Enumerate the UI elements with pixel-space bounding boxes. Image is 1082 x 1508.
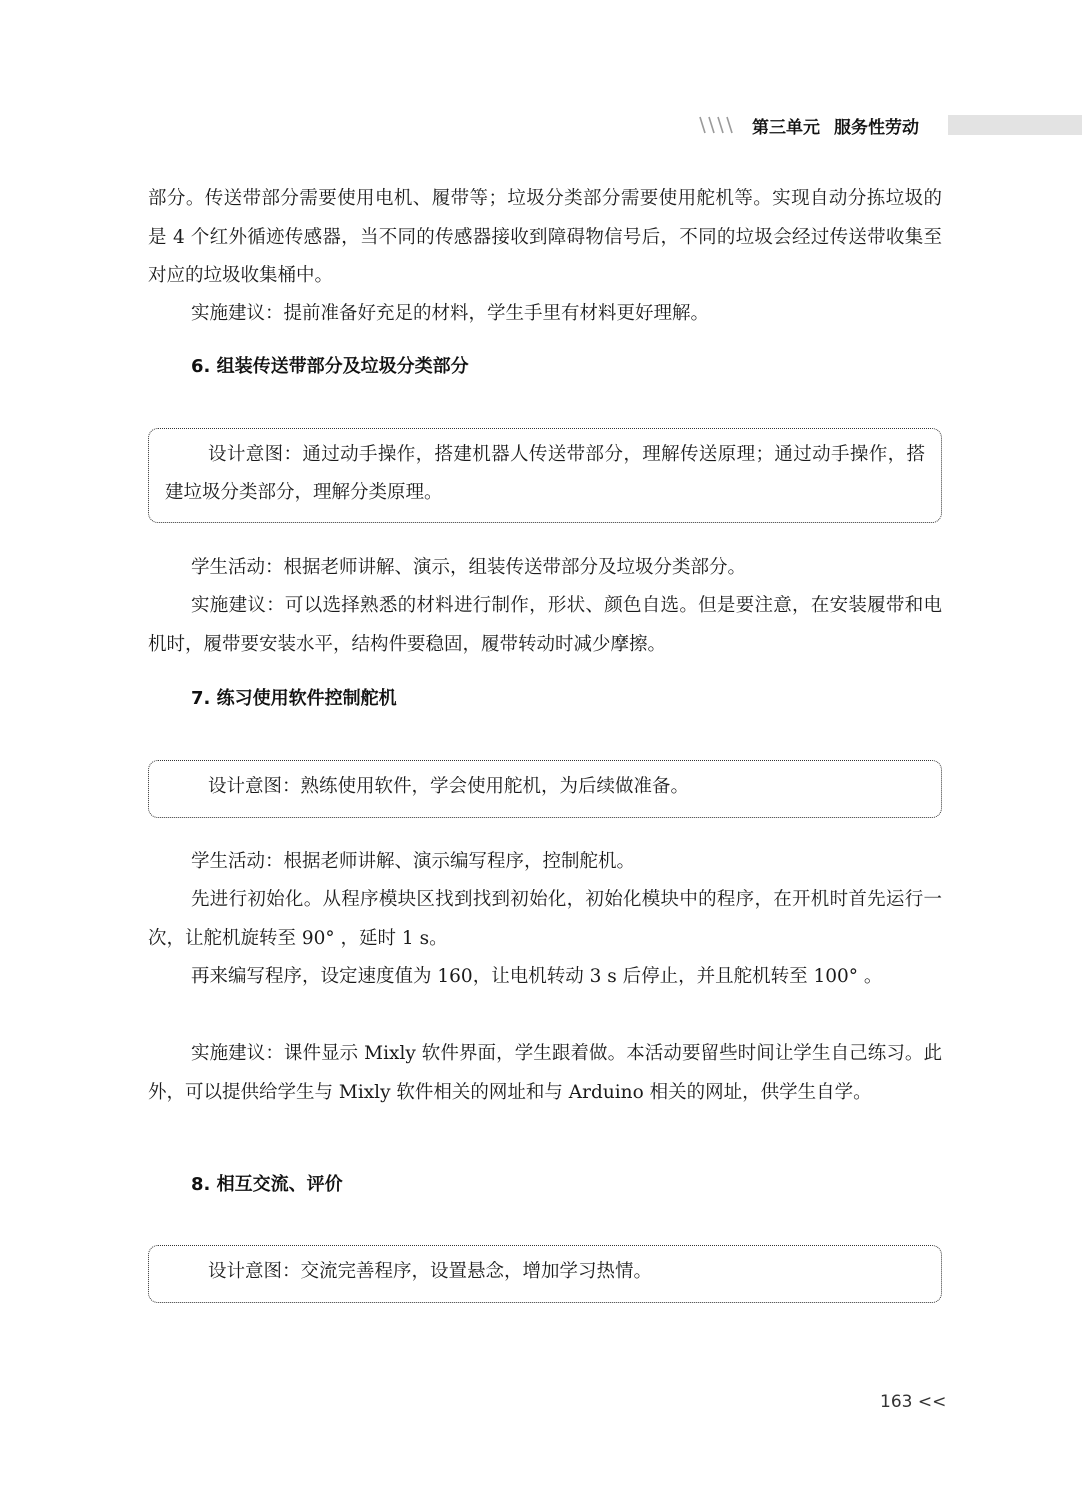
paragraph-suggestion-6: 实施建议：可以选择熟悉的材料进行制作，形状、颜色自选。但是要注意，在安装履带和电机时，履带要安装水平，结构件要稳固，履带转动时减少摩擦。 (148, 595, 942, 655)
design-intent-text-7: 设计意图：熟练使用软件，学会使用舵机，为后续做准备。 (208, 776, 690, 797)
design-intent-box-8 (148, 1245, 942, 1303)
design-intent-box-6 (148, 428, 942, 523)
section-heading-8: 8. 相互交流、评价 (191, 1174, 343, 1195)
chapter-title (752, 113, 919, 138)
paragraph-intro: 部分。传送带部分需要使用电机、履带等；垃圾分类部分需要使用舵机等。实现自动分拣垃圾的是 4 个红外循迹传感器，当不同的传感器接收到障碍物信号后，不同的垃圾会经过传送带收集至对应的垃圾收集桶中。 (148, 188, 942, 286)
unit-title: 服务性劳动 (834, 118, 919, 138)
running-header (0, 112, 1082, 138)
unit-label: 第三单元 (752, 118, 820, 138)
hatch-marks-icon (698, 116, 738, 134)
section-heading-7: 7. 练习使用软件控制舵机 (191, 688, 397, 709)
paragraph-suggestion-1: 实施建议：提前准备好充足的材料，学生手里有材料更好理解。 (191, 303, 710, 324)
paragraph-activity-7: 学生活动：根据老师讲解、演示编写程序，控制舵机。 (191, 851, 636, 872)
header-bar (948, 115, 1082, 135)
paragraph-init: 先进行初始化。从程序模块区找到找到初始化，初始化模块中的程序，在开机时首先运行一次，让舵机旋转至 90° ，延时 1 s。 (148, 889, 942, 949)
section-heading-6: 6. 组装传送带部分及垃圾分类部分 (191, 356, 469, 377)
design-intent-text-8: 设计意图：交流完善程序，设置悬念，增加学习热情。 (208, 1261, 653, 1282)
page-number: 163 << (880, 1392, 947, 1412)
paragraph-activity-6: 学生活动：根据老师讲解、演示，组装传送带部分及垃圾分类部分。 (191, 557, 747, 578)
paragraph-program: 再来编写程序，设定速度值为 160，让电机转动 3 s 后停止，并且舵机转至 100° 。 (191, 966, 883, 987)
design-intent-box-7 (148, 760, 942, 818)
paragraph-suggestion-7: 实施建议：课件显示 Mixly 软件界面，学生跟着做。本活动要留些时间让学生自己练习。此外，可以提供给学生与 Mixly 软件相关的网址和与 Arduino 相关的网址，供学生自学。 (148, 1043, 942, 1103)
design-intent-text-6: 设计意图：通过动手操作，搭建机器人传送带部分，理解传送原理；通过动手操作，搭建垃圾分类部分，理解分类原理。 (165, 444, 925, 503)
